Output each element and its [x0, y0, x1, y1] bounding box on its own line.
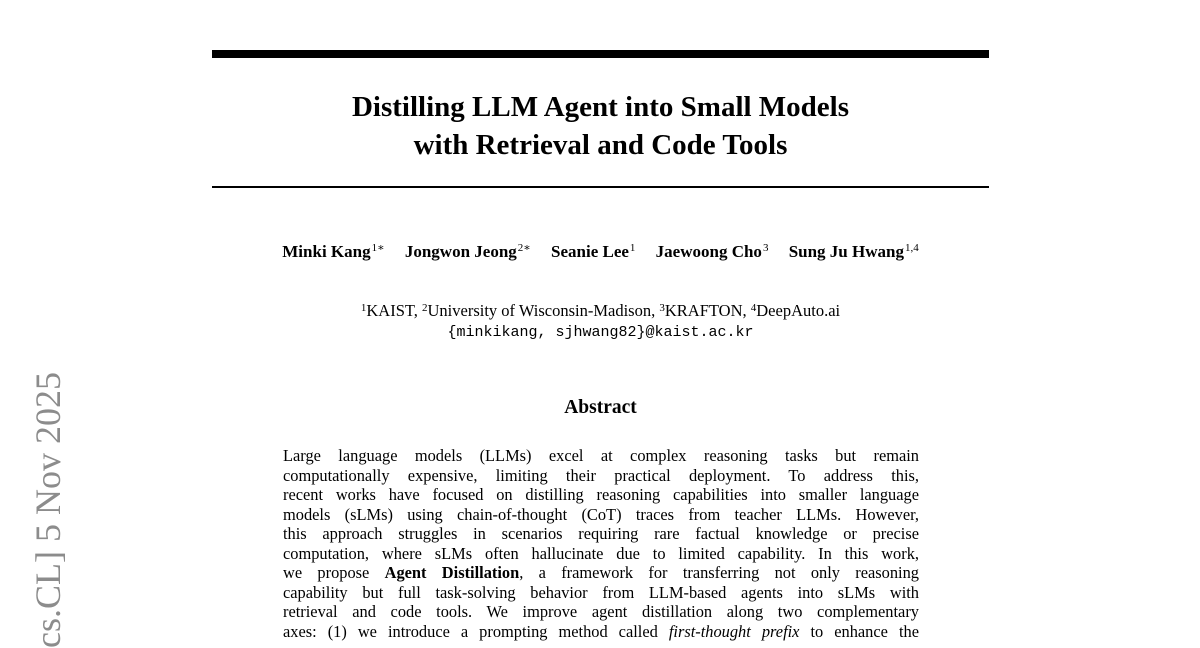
- abstract-heading: Abstract: [564, 397, 637, 418]
- author: [282, 241, 384, 262]
- abstract-line-start: axes: (1) we introduce a prompting method called: [283, 621, 669, 641]
- abstract-line: computation, where sLMs often hallucinate due to limited capability. In this work,: [283, 543, 919, 563]
- author: [789, 242, 919, 262]
- author-affiliation-mark: 2∗: [517, 242, 531, 254]
- affiliation-mark: 2: [422, 302, 428, 314]
- affiliations-block: [212, 297, 989, 344]
- abstract-line: retrieval and code tools. We improve agent distillation along two complementary: [283, 602, 919, 621]
- abstract-line: capability but full task-solving behavior from LLM-based agents into sLMs with: [283, 582, 919, 602]
- abstract-line: this approach struggles in scenarios requiring rare factual knowledge or precise: [283, 524, 919, 543]
- author-name: Jongwon Jeong: [404, 242, 517, 261]
- author: [405, 241, 531, 262]
- author-list: [212, 241, 989, 262]
- arxiv-identifier-stamp: cs.CL] 5 Nov 2025: [28, 372, 68, 648]
- affiliation-mark: 1: [360, 302, 367, 314]
- method-name: first-thought prefix: [668, 621, 800, 641]
- contact-email[interactable]: {minkikang, sjhwang82}@kaist.ac.kr: [447, 324, 754, 341]
- abstract-line: recent works have focused on distilling reasoning capabilities into smaller language: [283, 485, 919, 504]
- paper-title: [212, 88, 989, 164]
- affiliation-name: DeepAuto.ai: [756, 301, 841, 320]
- abstract-line: Large language models (LLMs) excel at complex reasoning tasks but remain: [283, 446, 919, 465]
- affiliation-name: KRAFTON,: [664, 301, 751, 320]
- title-bottom-rule: [212, 186, 989, 188]
- author-affiliation-mark: 1∗: [371, 242, 385, 254]
- abstract-line: models (sLMs) using chain-of-thought (CoT) traces from teacher LLMs. However,: [283, 504, 919, 524]
- author: [656, 242, 769, 262]
- abstract-line-tail: to enhance the: [799, 621, 919, 641]
- author-affiliation-mark: 3: [762, 242, 769, 254]
- framework-name: Agent Distillation: [384, 563, 520, 582]
- abstract-line-tail: , a framework for transferring not only reasoning: [519, 563, 919, 582]
- affiliation-mark: 4: [750, 302, 757, 314]
- author-name: Minki Kang: [282, 242, 371, 261]
- affiliation-name: University of Wisconsin-Madison,: [427, 301, 660, 320]
- abstract-line: [283, 563, 919, 583]
- abstract-text: [283, 446, 919, 641]
- title-line: Distilling LLM Agent into Small Models: [351, 91, 850, 123]
- author-name: Seanie Lee: [551, 242, 629, 261]
- abstract-line: computationally expensive, limiting their practical deployment. To address this,: [283, 465, 919, 485]
- title-line: with Retrieval and Code Tools: [413, 129, 788, 161]
- affiliation-mark: 3: [659, 302, 665, 314]
- affiliation-line: [212, 297, 989, 322]
- author-affiliation-mark: 1: [629, 242, 636, 254]
- abstract-line-start: we propose: [283, 563, 385, 582]
- author-name: Jaewoong Cho: [655, 242, 762, 261]
- author: [551, 242, 635, 262]
- abstract-line: [283, 622, 919, 642]
- author-name: Sung Ju Hwang: [788, 242, 904, 261]
- affiliation-name: KAIST,: [366, 301, 422, 320]
- author-affiliation-mark: 1,4: [904, 242, 919, 254]
- title-top-rule: [212, 50, 989, 58]
